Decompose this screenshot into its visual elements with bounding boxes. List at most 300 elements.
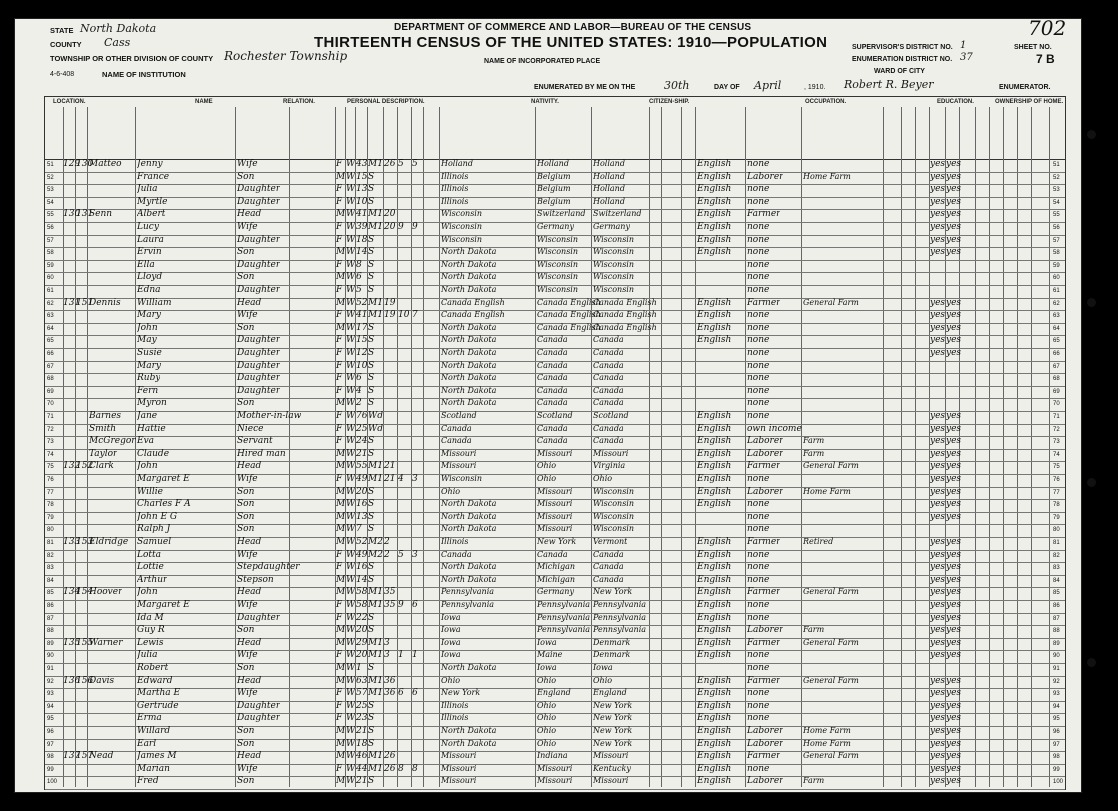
mother-birthplace-cell: Kentucky bbox=[593, 763, 631, 773]
line-number: 52 bbox=[47, 174, 54, 181]
mother-birthplace-cell: Denmark bbox=[593, 650, 631, 660]
surname-cell: Clark bbox=[89, 461, 114, 472]
read-cell: yes bbox=[930, 650, 946, 661]
write-cell: yes bbox=[946, 335, 962, 346]
language-cell: English bbox=[697, 411, 732, 421]
table-row bbox=[45, 310, 1065, 323]
birthplace-cell: North Dakota bbox=[441, 348, 497, 357]
mother-birthplace-cell: Missouri bbox=[593, 751, 629, 761]
given-name-cell: Edward bbox=[137, 675, 173, 686]
occupation-cell: none bbox=[747, 474, 770, 484]
line-number: 54 bbox=[47, 199, 54, 206]
sex-cell: F bbox=[336, 234, 343, 245]
family-number: 131 bbox=[76, 209, 94, 220]
mother-birthplace-cell: Canada bbox=[593, 373, 624, 383]
line-number: 52 bbox=[1053, 174, 1060, 181]
relation-cell: Wife bbox=[237, 222, 258, 232]
line-number: 94 bbox=[47, 703, 54, 710]
table-row bbox=[45, 386, 1065, 399]
table-row bbox=[45, 625, 1065, 638]
line-number: 98 bbox=[1053, 754, 1060, 761]
age-cell: 52 bbox=[356, 297, 368, 308]
family-number: 153 bbox=[76, 537, 94, 547]
occupation-cell: none bbox=[747, 612, 770, 623]
birthplace-cell: Missouri bbox=[441, 751, 477, 761]
father-birthplace-cell: Wisconsin bbox=[537, 272, 579, 282]
sex-cell: M bbox=[336, 675, 346, 686]
mother-birthplace-cell: Canada bbox=[593, 385, 624, 395]
relation-cell: Wife bbox=[237, 474, 258, 484]
write-cell: yes bbox=[946, 234, 962, 245]
given-name-cell: Laura bbox=[137, 234, 164, 245]
table-row bbox=[45, 373, 1065, 386]
race-cell: W bbox=[346, 726, 356, 736]
marital-cell: M1 bbox=[368, 310, 383, 321]
write-cell: yes bbox=[946, 574, 962, 585]
table-row bbox=[45, 222, 1065, 235]
marital-cell: S bbox=[368, 272, 375, 283]
marital-cell: S bbox=[368, 398, 375, 409]
write-cell: yes bbox=[946, 184, 962, 195]
table-row bbox=[45, 184, 1065, 197]
relation-cell: Daughter bbox=[237, 385, 281, 396]
line-number: 51 bbox=[47, 162, 54, 168]
marital-cell: S bbox=[368, 348, 375, 358]
write-cell: yes bbox=[946, 348, 962, 358]
table-row bbox=[45, 474, 1065, 487]
occupation-cell: Farmer bbox=[747, 587, 781, 598]
father-birthplace-cell: Canada English bbox=[537, 310, 601, 320]
line-number: 100 bbox=[1053, 779, 1064, 786]
years-married-cell: 2 bbox=[384, 537, 390, 547]
marital-cell: S bbox=[368, 196, 375, 207]
write-cell: yes bbox=[946, 448, 962, 459]
form-code: 4-6-408 bbox=[50, 71, 75, 78]
given-name-cell: Martha E bbox=[137, 688, 181, 699]
occupation-cell: Farmer bbox=[747, 209, 781, 220]
years-married-cell: 35 bbox=[384, 600, 396, 610]
mother-birthplace-cell: Canada bbox=[593, 549, 624, 559]
father-birthplace-cell: Missouri bbox=[537, 763, 573, 773]
language-cell: English bbox=[697, 625, 732, 636]
table-row bbox=[45, 537, 1065, 550]
marital-cell: Wd bbox=[368, 411, 384, 421]
mother-birthplace-cell: Wisconsin bbox=[593, 234, 635, 244]
sex-cell: M bbox=[336, 297, 346, 308]
age-cell: 63 bbox=[356, 675, 368, 686]
industry-cell: General Farm bbox=[803, 751, 859, 761]
write-cell: yes bbox=[946, 537, 962, 547]
read-cell: yes bbox=[930, 448, 946, 459]
race-cell: W bbox=[346, 574, 356, 585]
read-cell: yes bbox=[930, 726, 946, 736]
occupation-cell: Laborer bbox=[747, 738, 784, 749]
race-cell: W bbox=[346, 297, 356, 308]
race-cell: W bbox=[346, 222, 356, 232]
marital-cell: M1 bbox=[368, 587, 383, 598]
relation-cell: Head bbox=[237, 751, 262, 762]
age-cell: 21 bbox=[356, 448, 368, 459]
industry-cell: General Farm bbox=[803, 637, 859, 647]
sex-cell: M bbox=[336, 524, 346, 535]
sex-cell: M bbox=[336, 625, 346, 636]
family-number: 152 bbox=[76, 461, 94, 472]
birthplace-cell: North Dakota bbox=[441, 524, 497, 534]
row-rule bbox=[45, 789, 1065, 790]
father-birthplace-cell: Wisconsin bbox=[537, 285, 579, 294]
industry-cell: Farm bbox=[803, 448, 825, 458]
age-cell: 6 bbox=[356, 373, 362, 384]
line-number: 75 bbox=[1053, 464, 1060, 471]
surname-cell: Dennis bbox=[89, 297, 121, 308]
line-number: 71 bbox=[1053, 414, 1060, 420]
father-birthplace-cell: Wisconsin bbox=[537, 259, 579, 269]
township-label: TOWNSHIP OR OTHER DIVISION OF COUNTY bbox=[50, 54, 214, 63]
line-number: 77 bbox=[47, 489, 54, 496]
mother-birthplace-cell: Canada English bbox=[593, 297, 657, 307]
given-name-cell: Gertrude bbox=[137, 700, 179, 711]
occupation-cell: Farmer bbox=[747, 675, 781, 686]
father-birthplace-cell: Canada bbox=[537, 373, 568, 383]
given-name-cell: Lotta bbox=[137, 549, 161, 560]
table-row bbox=[45, 739, 1065, 752]
read-cell: yes bbox=[930, 751, 946, 762]
given-name-cell: James M bbox=[137, 751, 177, 762]
line-number: 57 bbox=[1053, 237, 1060, 244]
marital-cell: M1 bbox=[368, 751, 383, 762]
birthplace-cell: North Dakota bbox=[441, 247, 497, 257]
father-birthplace-cell: Missouri bbox=[537, 486, 573, 496]
birthplace-cell: North Dakota bbox=[441, 574, 497, 584]
mother-birthplace-cell: Wisconsin bbox=[593, 486, 635, 496]
table-row bbox=[45, 638, 1065, 651]
line-number: 70 bbox=[1053, 401, 1060, 408]
line-number: 80 bbox=[1053, 527, 1060, 534]
line-number: 94 bbox=[1053, 703, 1060, 710]
given-name-cell: Fred bbox=[137, 776, 159, 787]
line-number: 74 bbox=[1053, 451, 1060, 458]
write-cell: yes bbox=[946, 159, 962, 169]
mother-birthplace-cell: Canada bbox=[593, 574, 624, 584]
age-cell: 13 bbox=[356, 184, 368, 195]
sex-cell: F bbox=[336, 285, 343, 295]
relation-cell: Son bbox=[237, 272, 255, 283]
table-row bbox=[45, 298, 1065, 311]
language-cell: English bbox=[697, 297, 732, 308]
language-cell: English bbox=[697, 335, 732, 346]
relation-cell: Stepson bbox=[237, 574, 274, 585]
line-number: 81 bbox=[1053, 540, 1060, 546]
line-number: 92 bbox=[47, 678, 54, 685]
language-cell: English bbox=[697, 713, 732, 724]
line-number: 58 bbox=[1053, 250, 1060, 257]
birthplace-cell: Canada bbox=[441, 549, 472, 559]
line-number: 85 bbox=[1053, 590, 1060, 597]
line-number: 69 bbox=[47, 388, 54, 395]
table-row bbox=[45, 701, 1065, 714]
occupation-cell: Farmer bbox=[747, 751, 781, 762]
children-born-cell: 10 bbox=[398, 310, 410, 321]
occupation-cell: none bbox=[747, 285, 770, 295]
table-row bbox=[45, 235, 1065, 248]
line-number: 66 bbox=[1053, 351, 1060, 357]
mother-birthplace-cell: Iowa bbox=[593, 663, 613, 672]
age-cell: 58 bbox=[356, 587, 368, 598]
birthplace-cell: Scotland bbox=[441, 411, 477, 420]
language-cell: English bbox=[697, 184, 732, 195]
marital-cell: M2 bbox=[368, 549, 383, 560]
age-cell: 25 bbox=[356, 700, 368, 711]
house-number: 137 bbox=[63, 751, 81, 762]
age-cell: 20 bbox=[356, 650, 368, 661]
given-name-cell: Hattie bbox=[137, 423, 166, 434]
read-cell: yes bbox=[930, 411, 946, 421]
mother-birthplace-cell: Wisconsin bbox=[593, 259, 635, 269]
father-birthplace-cell: Missouri bbox=[537, 524, 573, 534]
sex-cell: F bbox=[336, 600, 343, 610]
sex-cell: F bbox=[336, 348, 343, 358]
age-cell: 16 bbox=[356, 562, 368, 573]
read-cell: yes bbox=[930, 637, 946, 648]
years-married-cell: 19 bbox=[384, 310, 396, 321]
surname-cell: Eldridge bbox=[89, 537, 129, 547]
race-cell: W bbox=[346, 763, 356, 774]
language-cell: English bbox=[697, 461, 732, 472]
line-number: 65 bbox=[1053, 338, 1060, 345]
mother-birthplace-cell: Holland bbox=[593, 184, 625, 194]
line-number: 59 bbox=[47, 262, 54, 269]
birthplace-cell: Canada English bbox=[441, 297, 505, 307]
language-cell: English bbox=[697, 247, 732, 258]
years-married-cell: 20 bbox=[384, 209, 396, 220]
occupation-cell: none bbox=[747, 373, 770, 384]
read-cell: yes bbox=[930, 511, 946, 522]
sex-cell: F bbox=[336, 713, 343, 724]
race-cell: W bbox=[346, 688, 356, 699]
department-heading: DEPARTMENT OF COMMERCE AND LABOR—BUREAU OF THE CENSUS bbox=[394, 22, 752, 33]
children-living-cell: 3 bbox=[412, 549, 418, 560]
father-birthplace-cell: Iowa bbox=[537, 663, 557, 672]
line-number: 90 bbox=[1053, 653, 1060, 660]
occupation-cell: none bbox=[747, 600, 770, 610]
marital-cell: S bbox=[368, 562, 375, 573]
age-cell: 14 bbox=[356, 574, 368, 585]
relation-cell: Daughter bbox=[237, 612, 281, 623]
write-cell: yes bbox=[946, 726, 962, 736]
father-birthplace-cell: Germany bbox=[537, 222, 574, 231]
race-cell: W bbox=[346, 738, 356, 749]
table-row bbox=[45, 260, 1065, 273]
given-name-cell: Julia bbox=[137, 650, 158, 661]
relation-cell: Son bbox=[237, 171, 255, 182]
given-name-cell: May bbox=[137, 335, 157, 346]
children-living-cell: 1 bbox=[412, 650, 418, 661]
relation-cell: Wife bbox=[237, 310, 258, 321]
relation-cell: Daughter bbox=[237, 713, 281, 724]
father-birthplace-cell: Ohio bbox=[537, 726, 557, 735]
race-cell: W bbox=[346, 171, 356, 182]
relation-cell: Son bbox=[237, 524, 255, 535]
day-of-label: DAY OF bbox=[714, 84, 740, 91]
marital-cell: M1 bbox=[368, 474, 383, 484]
mother-birthplace-cell: Canada bbox=[593, 423, 624, 433]
read-cell: yes bbox=[930, 625, 946, 636]
line-number: 83 bbox=[47, 565, 54, 572]
race-cell: W bbox=[346, 524, 356, 535]
read-cell: yes bbox=[930, 600, 946, 610]
marital-cell: M1 bbox=[368, 159, 383, 169]
occupation-cell: none bbox=[747, 549, 770, 560]
language-cell: English bbox=[697, 436, 732, 447]
mother-birthplace-cell: Canada bbox=[593, 398, 624, 408]
age-cell: 20 bbox=[356, 625, 368, 636]
given-name-cell: Ralph J bbox=[137, 524, 171, 535]
language-cell: English bbox=[697, 562, 732, 573]
read-cell: yes bbox=[930, 587, 946, 598]
sex-cell: F bbox=[336, 474, 343, 484]
occupation-cell: none bbox=[747, 511, 770, 522]
sex-cell: F bbox=[336, 159, 343, 169]
marital-cell: S bbox=[368, 171, 375, 182]
father-birthplace-cell: Belgium bbox=[537, 171, 571, 181]
age-cell: 13 bbox=[356, 511, 368, 522]
race-cell: W bbox=[346, 499, 356, 510]
read-cell: yes bbox=[930, 688, 946, 699]
race-cell: W bbox=[346, 234, 356, 245]
family-number: 130 bbox=[76, 159, 94, 169]
father-birthplace-cell: Missouri bbox=[537, 776, 573, 786]
relation-cell: Servant bbox=[237, 436, 273, 447]
line-number: 89 bbox=[47, 640, 54, 647]
table-row bbox=[45, 461, 1065, 474]
house-number: 135 bbox=[63, 637, 81, 648]
race-cell: W bbox=[346, 209, 356, 220]
sex-cell: M bbox=[336, 663, 346, 673]
age-cell: 21 bbox=[356, 776, 368, 787]
supervisor-label: SUPERVISOR'S DISTRICT NO. bbox=[852, 44, 953, 51]
given-name-cell: Jane bbox=[137, 411, 158, 421]
sex-cell: F bbox=[336, 650, 343, 661]
mother-birthplace-cell: Holland bbox=[593, 159, 625, 168]
marital-cell: S bbox=[368, 234, 375, 245]
language-cell: English bbox=[697, 763, 732, 774]
sex-cell: M bbox=[336, 461, 346, 472]
marital-cell: S bbox=[368, 184, 375, 195]
table-row bbox=[45, 272, 1065, 285]
given-name-cell: Arthur bbox=[137, 574, 168, 585]
line-number: 99 bbox=[47, 766, 54, 773]
race-cell: W bbox=[346, 776, 356, 787]
line-number: 79 bbox=[47, 514, 54, 521]
section-education: EDUCATION. bbox=[937, 99, 974, 105]
relation-cell: Son bbox=[237, 776, 255, 787]
birthplace-cell: Illinois bbox=[441, 700, 469, 710]
race-cell: W bbox=[346, 675, 356, 686]
occupation-cell: none bbox=[747, 335, 770, 346]
given-name-cell: Albert bbox=[137, 209, 166, 220]
birthplace-cell: New York bbox=[441, 688, 481, 698]
house-number: 130 bbox=[63, 209, 81, 220]
sex-cell: F bbox=[336, 373, 343, 384]
marital-cell: S bbox=[368, 436, 375, 447]
table-row bbox=[45, 524, 1065, 537]
relation-cell: Son bbox=[237, 663, 255, 673]
section-personal: PERSONAL DESCRIPTION. bbox=[347, 99, 425, 105]
race-cell: W bbox=[346, 159, 356, 169]
sex-cell: F bbox=[336, 436, 343, 447]
table-row bbox=[45, 197, 1065, 210]
mother-birthplace-cell: Canada English bbox=[593, 322, 657, 332]
relation-cell: Son bbox=[237, 499, 255, 510]
surname-cell: Senn bbox=[89, 209, 113, 220]
father-birthplace-cell: Canada bbox=[537, 360, 568, 370]
occupation-cell: Farmer bbox=[747, 297, 781, 308]
line-number: 91 bbox=[1053, 666, 1060, 672]
write-cell: yes bbox=[946, 612, 962, 623]
line-number: 78 bbox=[1053, 502, 1060, 509]
occupation-cell: none bbox=[747, 700, 770, 711]
sex-cell: M bbox=[336, 751, 346, 762]
age-cell: 23 bbox=[356, 713, 368, 724]
section-ownership: OWNERSHIP OF HOME. bbox=[995, 99, 1064, 105]
census-table bbox=[44, 96, 1066, 790]
relation-cell: Head bbox=[237, 209, 262, 220]
mother-birthplace-cell: Pennsylvania bbox=[593, 625, 647, 635]
race-cell: W bbox=[346, 272, 356, 283]
write-cell: yes bbox=[946, 625, 962, 636]
occupation-cell: none bbox=[747, 713, 770, 724]
race-cell: W bbox=[346, 385, 356, 396]
birthplace-cell: Pennsylvania bbox=[441, 587, 495, 597]
age-cell: 57 bbox=[356, 688, 368, 699]
sex-cell: M bbox=[336, 209, 346, 220]
given-name-cell: John bbox=[137, 461, 158, 472]
sex-cell: F bbox=[336, 360, 343, 371]
write-cell: yes bbox=[946, 322, 962, 333]
language-cell: English bbox=[697, 637, 732, 648]
given-name-cell: William bbox=[137, 297, 172, 308]
father-birthplace-cell: Michigan bbox=[537, 562, 575, 572]
write-cell: yes bbox=[946, 423, 962, 434]
language-cell: English bbox=[697, 650, 732, 661]
age-cell: 8 bbox=[356, 259, 362, 270]
age-cell: 1 bbox=[356, 663, 362, 673]
mother-birthplace-cell: Wisconsin bbox=[593, 272, 635, 282]
age-cell: 17 bbox=[356, 322, 368, 333]
read-cell: yes bbox=[930, 247, 946, 258]
relation-cell: Son bbox=[237, 322, 255, 333]
marital-cell: S bbox=[368, 285, 375, 295]
father-birthplace-cell: Canada bbox=[537, 398, 568, 408]
age-cell: 20 bbox=[356, 486, 368, 497]
line-number: 82 bbox=[47, 552, 54, 559]
relation-cell: Daughter bbox=[237, 196, 281, 207]
relation-cell: Son bbox=[237, 247, 255, 258]
age-cell: 49 bbox=[356, 549, 368, 560]
marital-cell: S bbox=[368, 448, 375, 459]
table-row bbox=[45, 335, 1065, 348]
line-number: 61 bbox=[1053, 288, 1060, 294]
family-number: 155 bbox=[76, 637, 94, 648]
read-cell: yes bbox=[930, 574, 946, 585]
line-number: 70 bbox=[47, 401, 54, 408]
race-cell: W bbox=[346, 637, 356, 648]
father-birthplace-cell: Iowa bbox=[537, 637, 557, 647]
father-birthplace-cell: Pennsylvania bbox=[537, 600, 591, 609]
section-relation: RELATION. bbox=[283, 99, 315, 105]
mother-birthplace-cell: England bbox=[593, 688, 627, 698]
read-cell: yes bbox=[930, 738, 946, 749]
